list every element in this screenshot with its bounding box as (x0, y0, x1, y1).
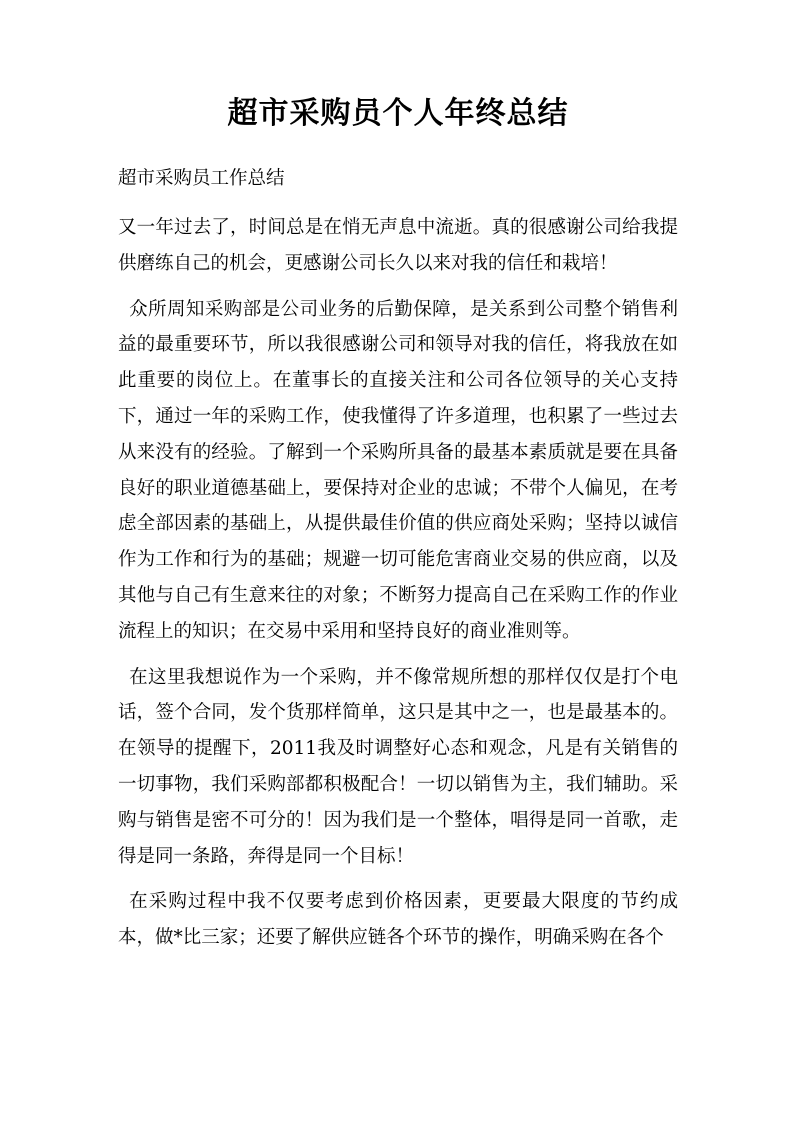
paragraph-intro: 又一年过去了，时间总是在悄无声息中流逝。真的很感谢公司给我提供磨练自己的机会，更感谢公司长久以来对我的信任和栽培！ (118, 217, 678, 274)
document-body (118, 210, 678, 966)
document-page (118, 0, 678, 1122)
paragraph-teamwork: 在这里我想说作为一个采购，并不像常规所想的那样仅仅是打个电话，签个合同，发个货那样简单，这只是其中之一，也是最基本的。在领导的提醒下，2011我及时调整好心态和观念，凡是有关销售的一切事物，我们采购部都积极配合！一切以销售为主，我们辅助。采购与销售是密不可分的！因为我们是一个整体，唱得是同一首歌，走得是同一条路，奔得是同一个目标！ (118, 666, 678, 867)
paragraph-purchasing-role: 众所周知采购部是公司业务的后勤保障，是关系到公司整个销售利益的最重要环节，所以我很感谢公司和领导对我的信任，将我放在如此重要的岗位上。在董事长的直接关注和公司各位领导的关心支持下，通过一年的采购工作，使我懂得了许多道理，也积累了一些过去从来没有的经验。了解到一个采购所具备的最基本素质就是要在具备良好的职业道德基础上，要保持对企业的忠诚；不带个人偏见，在考虑全部因素的基础上，从提供最佳价值的供应商处采购；坚持以诚信作为工作和行为的基础；规避一切可能危害商业交易的供应商，以及其他与自己有生意来往的对象；不断努力提高自己在采购工作的作业流程上的知识；在交易中采用和坚持良好的商业准则等。 (118, 298, 678, 642)
document-title: 超市采购员个人年终总结 (227, 96, 569, 131)
paragraph-cost-control: 在采购过程中我不仅要考虑到价格因素，更要最大限度的节约成本，做*比三家；还要了解供应链各个环节的操作，明确采购在各个 (118, 891, 678, 949)
document-subtitle: 超市采购员工作总结 (118, 168, 285, 189)
